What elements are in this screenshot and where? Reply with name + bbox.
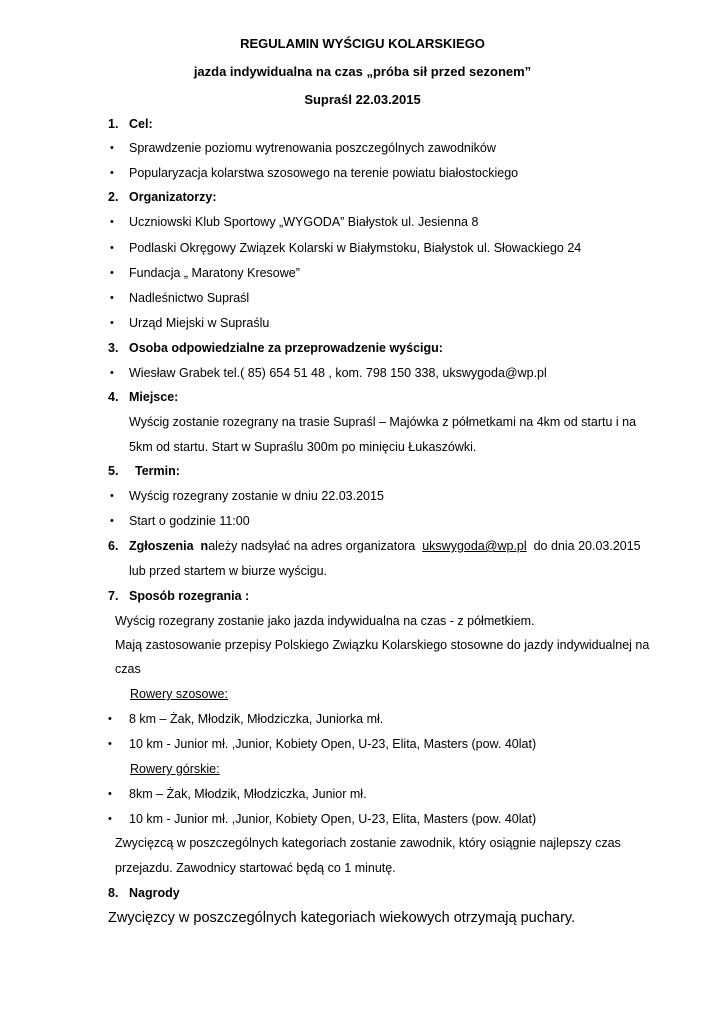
list-item: Start o godzinie 11:00: [129, 514, 250, 528]
section-heading-registration: Zgłoszenia: [129, 539, 194, 553]
registration-text: ależy nadsyłać na adres organizatora: [208, 539, 416, 553]
list-item: Popularyzacja kolarstwa szosowego na terenie powiatu białostockiego: [129, 166, 519, 180]
list-item: Wiesław Grabek tel.( 85) 654 51 48 , kom. 798 150 338, ukswygoda@wp.pl: [129, 366, 547, 380]
mtb-bikes-heading: Rowery górskie:: [130, 762, 220, 776]
registration-line: [129, 539, 641, 553]
section-number: 6.: [108, 539, 119, 553]
list-item: 8km – Żak, Młodzik, Młodziczka, Junior mł.: [129, 787, 367, 801]
section-number: 2.: [108, 190, 119, 204]
list-item: Uczniowski Klub Sportowy „WYGODA” Białystok ul. Jesienna 8: [129, 215, 479, 229]
bullet-icon: •: [110, 292, 114, 304]
section-number: 7.: [108, 589, 119, 603]
section-heading-organizers: Organizatorzy:: [129, 190, 217, 204]
email-link[interactable]: ukswygoda@wp.pl: [422, 539, 527, 553]
paragraph-line: Wyścig rozegrany zostanie jako jazda indywidualna na czas - z półmetkiem.: [115, 614, 535, 628]
section-number: 4.: [108, 390, 119, 404]
paragraph-line: przejazdu. Zawodnicy startować będą co 1 minutę.: [115, 861, 396, 875]
section-heading-goal: Cel:: [129, 117, 153, 131]
paragraph-line: Mają zastosowanie przepisy Polskiego Związku Kolarskiego stosowne do jazdy indywidualnej na: [115, 638, 650, 652]
section-heading-place: Miejsce:: [129, 390, 179, 404]
list-item: Nadleśnictwo Supraśl: [129, 291, 250, 305]
list-item: Wyścig rozegrany zostanie w dniu 22.03.2015: [129, 489, 384, 503]
section-number: 8.: [108, 886, 119, 900]
bullet-icon: •: [110, 242, 114, 254]
bullet-icon: •: [110, 317, 114, 329]
bullet-icon: •: [108, 788, 112, 800]
section-heading-format: Sposób rozegrania :: [129, 589, 250, 603]
registration-n: n: [200, 539, 209, 553]
list-item: 10 km - Junior mł. ,Junior, Kobiety Open, U-23, Elita, Masters (pow. 40lat): [129, 737, 537, 751]
bullet-icon: •: [108, 713, 112, 725]
paragraph-line: czas: [115, 662, 141, 676]
section-heading-prizes: Nagrody: [129, 886, 180, 900]
section-heading-date: Termin:: [135, 464, 180, 478]
paragraph-line: lub przed startem w biurze wyścigu.: [129, 564, 327, 578]
section-number: 1.: [108, 117, 119, 131]
bullet-icon: •: [110, 515, 114, 527]
document-subtitle: jazda indywidualna na czas „próba sił przed sezonem”: [193, 64, 532, 79]
road-bikes-heading: Rowery szosowe:: [130, 687, 228, 701]
section-number: 5.: [108, 464, 119, 478]
paragraph-line: 5km od startu. Start w Supraślu 300m po minięciu Łukaszówki.: [129, 440, 477, 454]
list-item: 10 km - Junior mł. ,Junior, Kobiety Open, U-23, Elita, Masters (pow. 40lat): [129, 812, 537, 826]
bullet-icon: •: [110, 167, 114, 179]
bullet-icon: •: [110, 367, 114, 379]
section-number: 3.: [108, 341, 119, 355]
bullet-icon: •: [108, 738, 112, 750]
bullet-icon: •: [110, 490, 114, 502]
paragraph-line: Wyścig zostanie rozegrany na trasie Supraśl – Majówka z półmetkami na 4km od startu i na: [129, 415, 637, 429]
paragraph-line: Zwycięzcą w poszczególnych kategoriach zostanie zawodnik, który osiągnie najlepszy czas: [115, 836, 621, 850]
bullet-icon: •: [108, 813, 112, 825]
bullet-icon: •: [110, 267, 114, 279]
list-item: Sprawdzenie poziomu wytrenowania poszczególnych zawodników: [129, 141, 496, 155]
bullet-icon: •: [110, 216, 114, 228]
list-item: Podlaski Okręgowy Związek Kolarski w Białymstoku, Białystok ul. Słowackiego 24: [129, 241, 582, 255]
list-item: 8 km – Żak, Młodzik, Młodziczka, Juniorka mł.: [129, 712, 384, 726]
document-title: REGULAMIN WYŚCIGU KOLARSKIEGO: [240, 36, 485, 51]
registration-deadline: do dnia 20.03.2015: [533, 539, 641, 553]
place-date: Supraśl 22.03.2015: [304, 92, 421, 107]
list-item: Fundacja „ Maratony Kresowe”: [129, 266, 300, 280]
bullet-icon: •: [110, 142, 114, 154]
list-item: Urząd Miejski w Supraślu: [129, 316, 270, 330]
prizes-text: Zwycięzcy w poszczególnych kategoriach wiekowych otrzymają puchary.: [108, 910, 576, 926]
section-heading-responsible: Osoba odpowiedzialne za przeprowadzenie wyścigu:: [129, 341, 443, 355]
